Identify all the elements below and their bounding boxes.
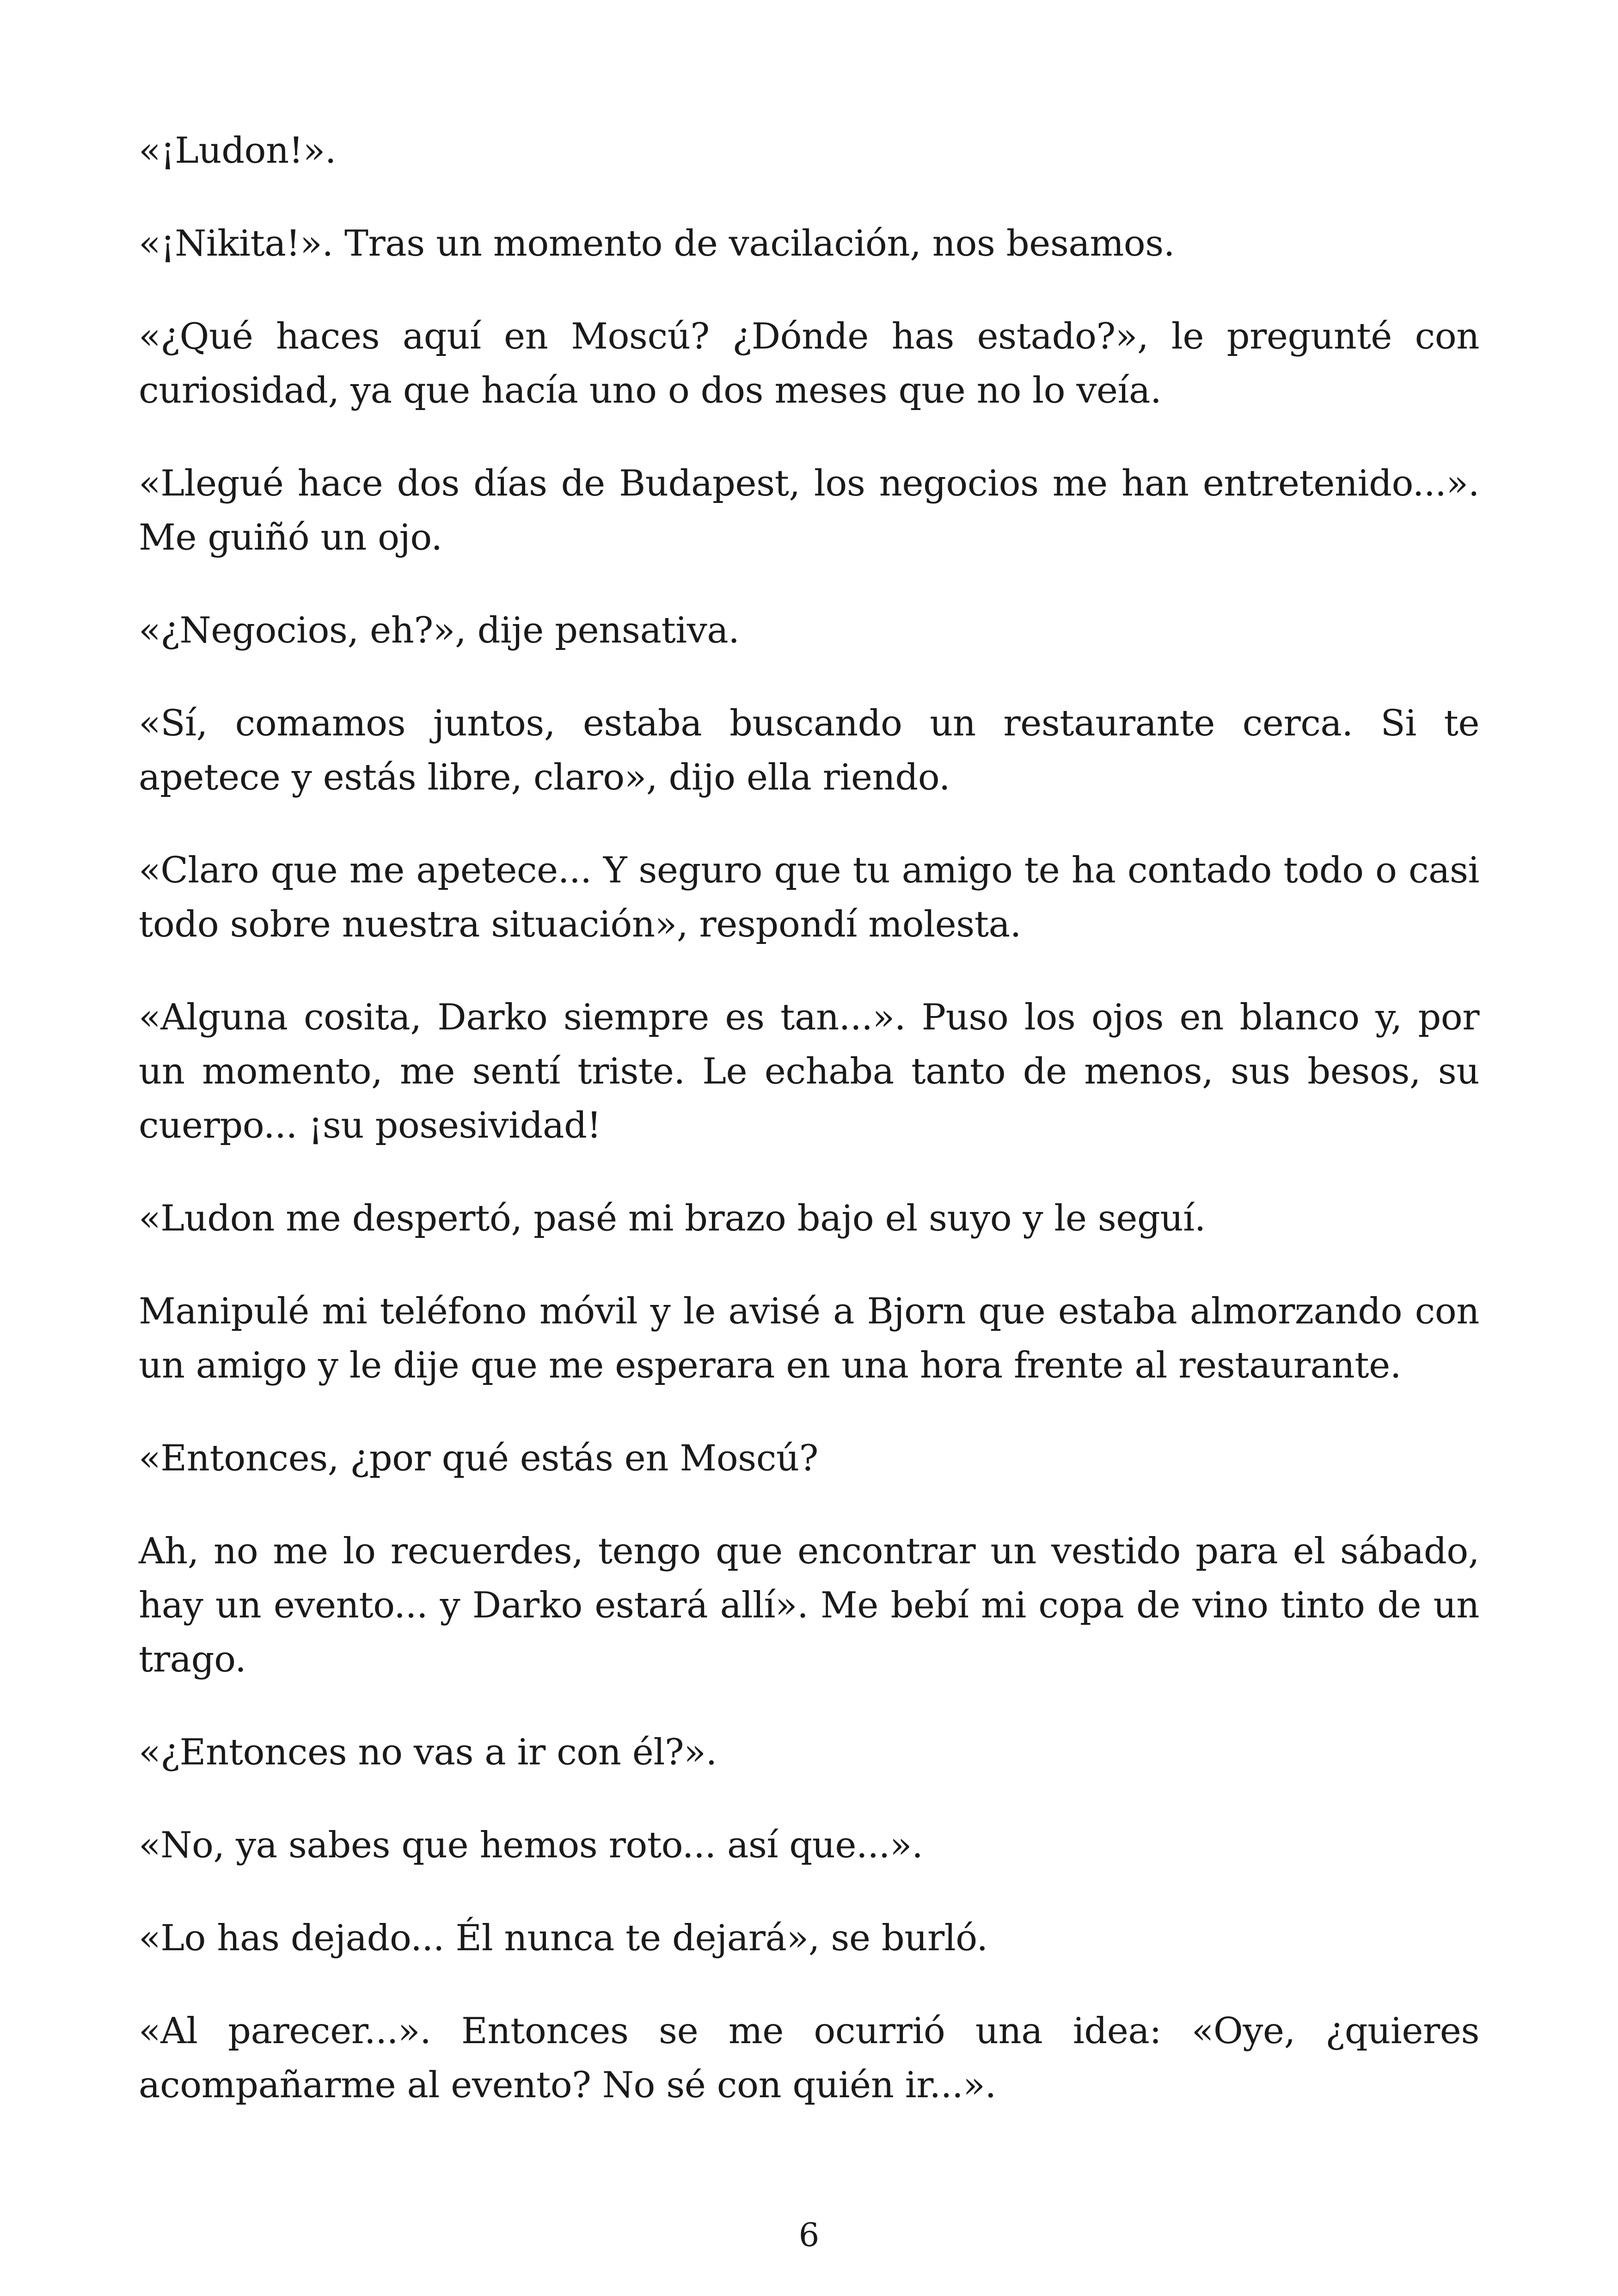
paragraph: «Al parecer...». Entonces se me ocurrió una idea: «Oye, ¿quieres acompañarme al evento? No sé con quién ir...». xyxy=(139,2010,1479,2106)
paragraph: Manipulé mi teléfono móvil y le avisé a Bjorn que estaba almorzando con un amigo y le dije que me esperara en una hora frente al restaurante. xyxy=(139,1291,1479,1386)
paragraph: «¡Ludon!». xyxy=(139,130,337,171)
paragraph: «¡Nikita!». Tras un momento de vacilación, nos besamos. xyxy=(139,223,1175,264)
paragraph: «¿Entonces no vas a ir con él?». xyxy=(139,1732,717,1773)
body-text xyxy=(139,124,1479,2112)
paragraph: «Lo has dejado... Él nunca te dejará», se burló. xyxy=(139,1917,988,1959)
paragraph: «Claro que me apetece... Y seguro que tu amigo te ha contado todo o casi todo sobre nuestra situación», respondí molesta. xyxy=(139,850,1479,945)
paragraph: «No, ya sabes que hemos roto... así que...». xyxy=(139,1825,923,1866)
page-number: 6 xyxy=(798,2216,820,2254)
paragraph: «Alguna cosita, Darko siempre es tan...». Puso los ojos en blanco y, por un momento, me sentí triste. Le echaba tanto de menos, sus besos, su cuerpo... ¡su posesividad! xyxy=(139,997,1479,1146)
paragraph: Ah, no me lo recuerdes, tengo que encontrar un vestido para el sábado, hay un evento... y Darko estará allí». Me bebí mi copa de vino tinto de un trago. xyxy=(139,1531,1479,1680)
paragraph: «¿Negocios, eh?», dije pensativa. xyxy=(139,610,740,651)
paragraph: «Sí, comamos juntos, estaba buscando un restaurante cerca. Si te apetece y estás libre, claro», dijo ella riendo. xyxy=(139,703,1479,798)
paragraph: «Ludon me despertó, pasé mi brazo bajo el suyo y le seguí. xyxy=(139,1198,1206,1239)
paragraph: «Llegué hace dos días de Budapest, los negocios me han entretenido...». Me guiñó un ojo. xyxy=(139,463,1479,558)
paragraph: «¿Qué haces aquí en Moscú? ¿Dónde has estado?», le pregunté con curiosidad, ya que hacía uno o dos meses que no lo veía. xyxy=(139,316,1479,411)
paragraph: «Entonces, ¿por qué estás en Moscú? xyxy=(139,1438,818,1479)
